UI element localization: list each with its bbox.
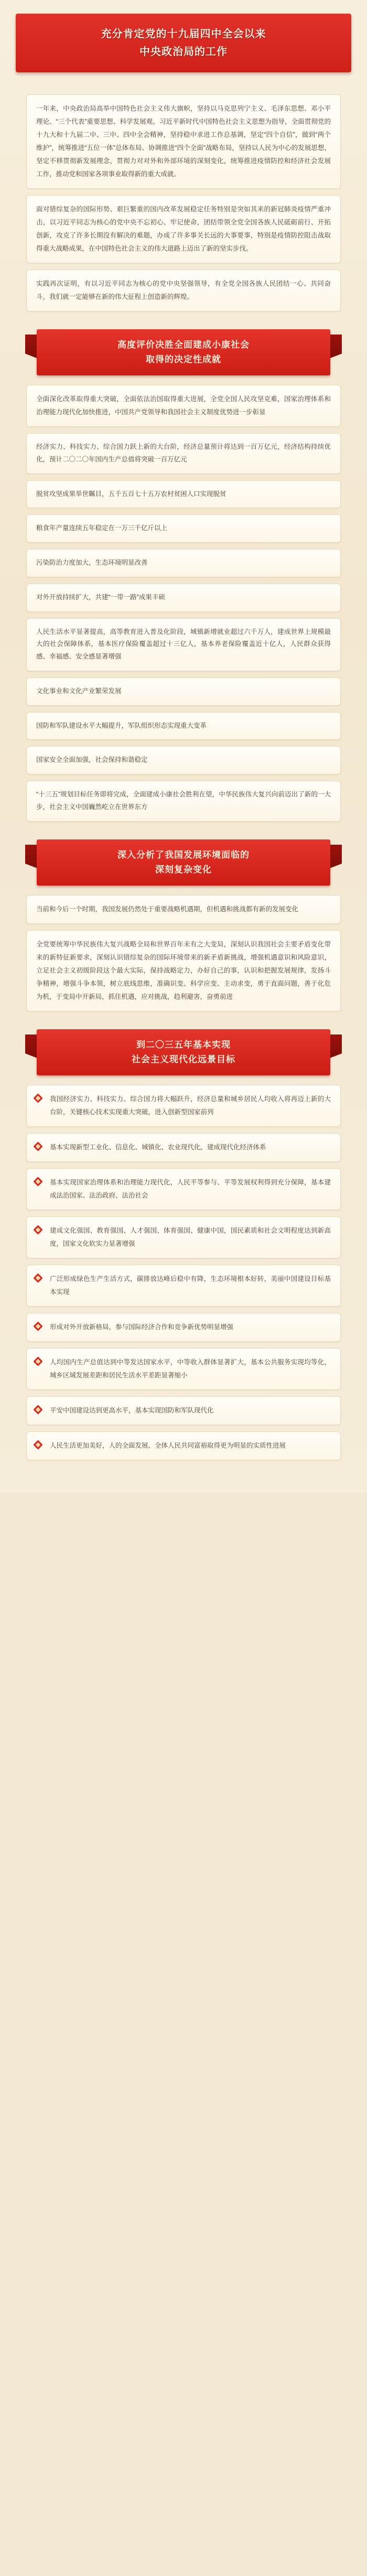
list-item — [26, 1216, 341, 1258]
list-item: 文化事业和文化产业繁荣发展 — [26, 677, 341, 706]
list-item: 人民生活水平显著提高，高等教育进入普及化阶段，城镇新增就业超过六千万人，建成世界上规模最大的社会保障体系，基本医疗保险覆盖超过十三亿人，基本养老保险覆盖近十亿人，人民群众获得感、幸福感、安全感显著增强 — [26, 618, 341, 671]
list-item: “十三五”规划目标任务即将完成，全面建成小康社会胜利在望，中华民族伟大复兴向前迈出了新的一大步，社会主义中国巍然屹立在世界东方 — [26, 781, 341, 822]
list-item — [26, 1168, 341, 1210]
diamond-bullet-icon — [33, 1141, 42, 1151]
list-item-text: 基本实现国家治理体系和治理能力现代化，人民平等参与、平等发展权利得到充分保障，基本建成法治国家、法治政府、法治社会 — [50, 1178, 331, 1199]
paragraph: 全党要统筹中华民族伟大复兴战略全局和世界百年未有之大变局，深刻认识我国社会主要矛盾变化带来的新特征新要求，深刻认识错综复杂的国际环境带来的新矛盾新挑战，增强机遇意识和风险意识，立足社会主义初级阶段这个最大实际，保持战略定力，办好自己的事，认识和把握发展规律，发扬斗争精神，增强斗争本领，树立底线思维，准确识变、科学应变、主动求变，勇于直面问题，善于化危为机，于变局中开新局，抓住机遇，应对挑战，趋利避害，奋勇前进 — [26, 930, 341, 1011]
main-banner — [16, 0, 351, 88]
list-item — [26, 1265, 341, 1307]
list-item — [26, 1313, 341, 1342]
section-header-line-2: 社会主义现代化远景目标 — [132, 1054, 235, 1064]
section-header-2035-goals — [37, 1029, 330, 1075]
paragraph: 全面深化改革取得重大突破，全面依法治国取得重大进展，全党全国人民攻坚克难，国家治理体系和治理能力现代化加快推进，中国共产党领导和我国社会主义制度优势进一步彰显 — [26, 385, 341, 427]
list-item: 国防和军队建设水平大幅提升，军队组织形态实现重大变革 — [26, 712, 341, 740]
section-header-body — [37, 839, 330, 886]
diamond-bullet-icon — [33, 1440, 42, 1449]
diamond-bullet-icon — [33, 1177, 42, 1186]
list-item-text: 基本实现新型工业化、信息化、城镇化、农业现代化，建成现代化经济体系 — [50, 1143, 266, 1151]
diamond-bullet-icon — [33, 1321, 42, 1331]
list-item: 污染防治力度加大，生态环境明显改善 — [26, 549, 341, 577]
list-item-text: 我国经济实力、科技实力、综合国力将大幅跃升，经济总量和城乡居民人均收入将再迈上新的大台阶，关键核心技术实现重大突破，进入创新型国家前列 — [50, 1095, 331, 1116]
paragraph: 实践再次证明，有以习近平同志为核心的党中央坚强领导，有全党全国各族人民团结一心、共同奋斗，我们就一定能够在新的伟大征程上创造新的辉煌。 — [26, 270, 341, 311]
main-banner-line-2: 中央政治局的工作 — [139, 46, 228, 58]
list-item: 脱贫攻坚成果举世瞩目，五千五百七十五万农村贫困人口实现脱贫 — [26, 480, 341, 509]
diamond-bullet-icon — [33, 1356, 42, 1366]
list-item: 对外开放持续扩大，共建“一带一路”成果丰硕 — [26, 584, 341, 612]
section-header-environment — [37, 839, 330, 886]
diamond-bullet-icon — [33, 1405, 42, 1414]
list-item: 经济实力、科技实力、综合国力跃上新的大台阶，经济总量预计将达到一百万亿元，经济结构持续优化，预计二〇二〇年国内生产总值将突破一百万亿元 — [26, 433, 341, 474]
paragraph: 当前和今后一个时期，我国发展仍然处于重要战略机遇期，但机遇和挑战都有新的发展变化 — [26, 895, 341, 924]
section-header-body — [37, 329, 330, 375]
list-item-text: 广泛形成绿色生产生活方式，碳排放达峰后稳中有降，生态环境根本好转，美丽中国建设目标基本实现 — [50, 1275, 331, 1296]
list-item — [26, 1348, 341, 1390]
list-item-text: 人均国内生产总值达到中等发达国家水平，中等收入群体显著扩大，基本公共服务实现均等化，城乡区域发展差距和居民生活水平差距显著缩小 — [50, 1358, 331, 1379]
list-item-text: 形成对外开放新格局，参与国际经济合作和竞争新优势明显增强 — [50, 1323, 234, 1331]
list-item — [26, 1431, 341, 1460]
section-header-achievements — [37, 329, 330, 375]
main-banner-line-1: 充分肯定党的十九届四中全会以来 — [101, 28, 266, 40]
paragraph: 一年来，中央政治局高举中国特色社会主义伟大旗帜，坚持以马克思列宁主义、毛泽东思想、邓小平理论、“三个代表”重要思想、科学发展观、习近平新时代中国特色社会主义思想为指导，全面贯彻党的十九大和十九届二中、三中、四中全会精神，坚持稳中求进工作总基调，坚定“四个自信”，做到“两个维护”，统筹推进“五位一体”总体布局、协调推进“四个全面”战略布局，坚持以人民为中心的发展思想，坚定不移贯彻新发展理念，贯彻力对对外和外部环境的深刻变化，统筹推进疫情防控和经济社会发展工作，推动党和国家各项事业取得新的重大成就。 — [26, 94, 341, 189]
section-header-line-2: 取得的决定性成就 — [146, 354, 221, 365]
section-header-line-1: 到二〇三五年基本实现 — [136, 1039, 231, 1050]
list-item — [26, 1085, 341, 1127]
list-item — [26, 1396, 341, 1425]
list-item-text: 平安中国建设达到更高水平，基本实现国防和军队现代化 — [50, 1406, 214, 1414]
bottom-spacer — [26, 1467, 341, 1472]
list-item-text: 建成文化强国、教育强国、人才强国、体育强国、健康中国，国民素质和社会文明程度达到新高度，国家文化软实力显著增强 — [50, 1226, 331, 1247]
paragraph: 面对错综复杂的国际形势、艰巨繁重的国内改革发展稳定任务特别是突如其来的新冠肺炎疫情严重冲击，以习近平同志为核心的党中央不忘初心、牢记使命，团结带领全党全国各族人民砥砺前行、开拓创新，攻克了许多长期没有解决的难题，办成了许多事关长远的大事要事，特别是疫情防控阻击战取得重大战略成果，在中国特色社会主义的伟大道路上迈出了新的坚实步伐。 — [26, 195, 341, 263]
content-area — [26, 94, 341, 1472]
list-item: 国家安全全面加强，社会保持和谐稳定 — [26, 746, 341, 774]
list-item — [26, 1133, 341, 1162]
list-item-text: 人民生活更加美好，人的全面发展、全体人民共同富裕取得更为明显的实质性进展 — [50, 1441, 286, 1449]
diamond-bullet-icon — [33, 1093, 42, 1103]
diamond-bullet-icon — [33, 1225, 42, 1234]
list-item: 粮食年产量连续五年稳定在一万三千亿斤以上 — [26, 514, 341, 543]
main-banner-body — [16, 14, 351, 72]
section-header-body — [37, 1029, 330, 1075]
section-header-line-2: 深刻复杂变化 — [155, 864, 212, 875]
section-header-line-1: 高度评价决胜全面建成小康社会 — [117, 340, 250, 350]
diamond-bullet-icon — [33, 1273, 42, 1282]
section-header-line-1: 深入分析了我国发展环境面临的 — [117, 849, 250, 860]
